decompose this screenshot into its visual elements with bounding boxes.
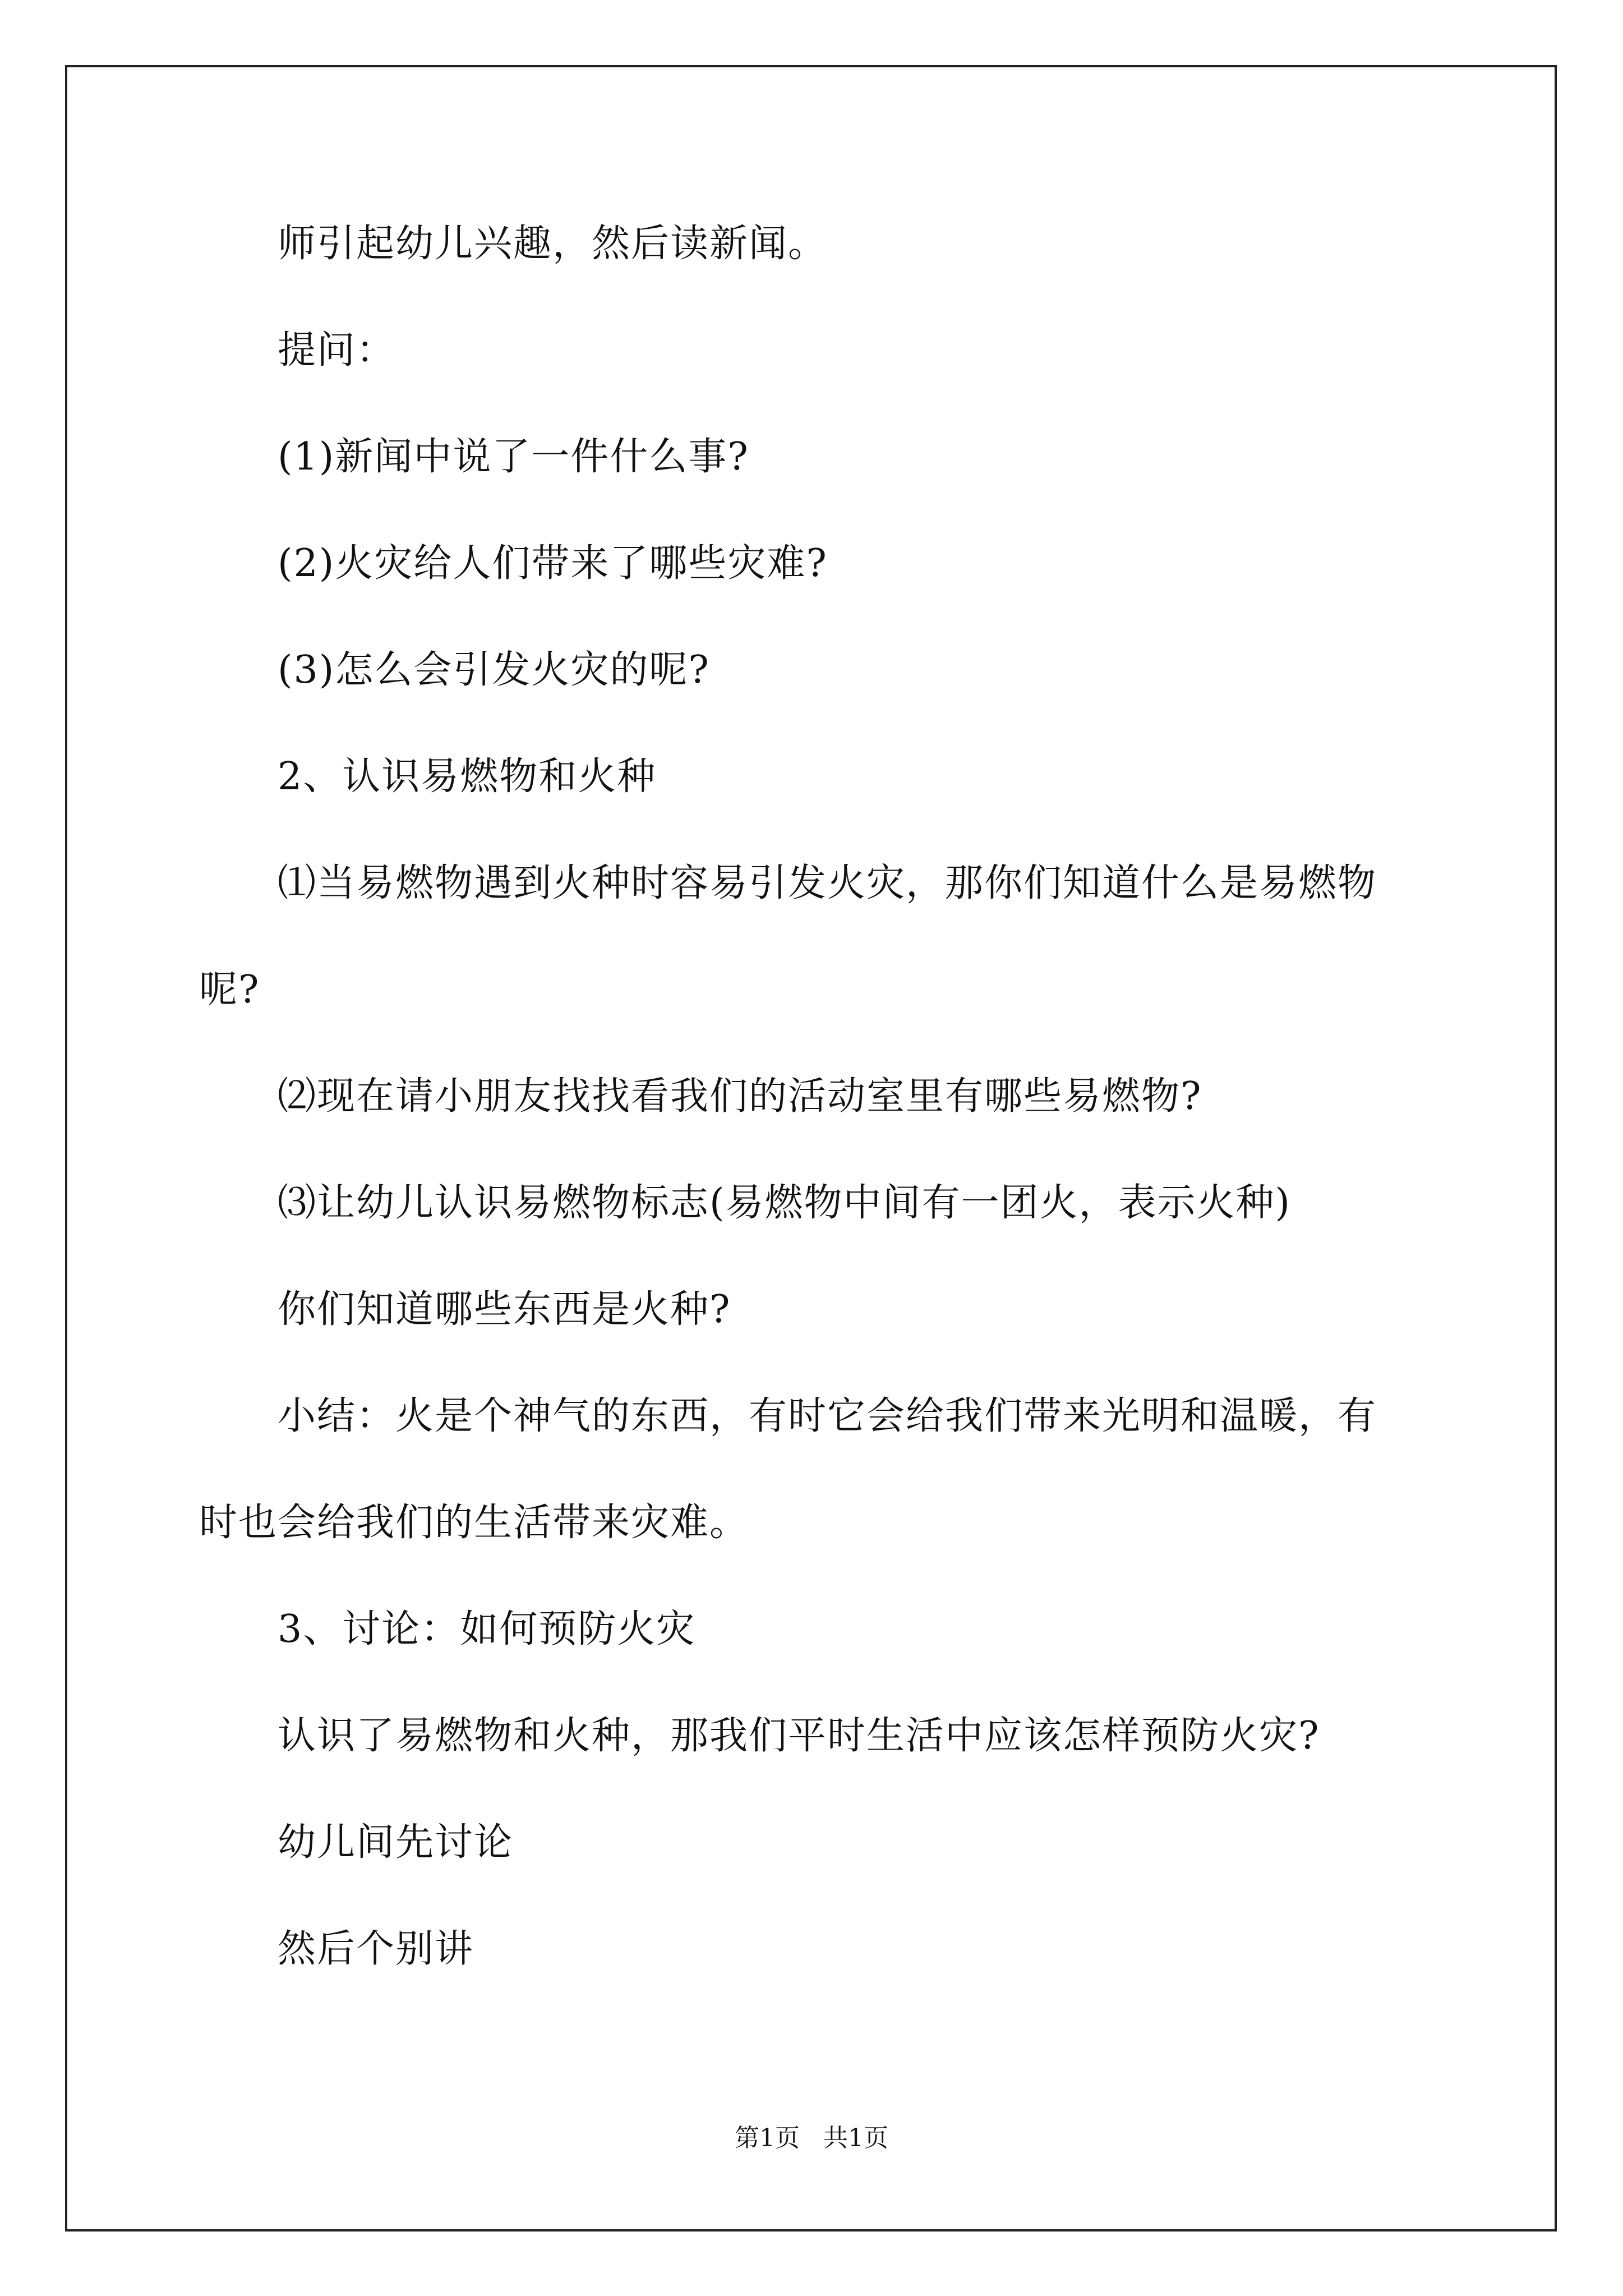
- paragraph-line: 师引起幼儿兴趣，然后读新闻。: [278, 222, 828, 266]
- section-heading: 3、讨论：如何预防火灾: [278, 1607, 696, 1651]
- paragraph-line: 呢?: [199, 968, 260, 1012]
- page-border: [65, 65, 1557, 2231]
- paragraph-line: 幼儿间先讨论: [278, 1820, 514, 1865]
- paragraph-line: 时也会给我们的生活带来灾难。: [199, 1501, 749, 1545]
- paragraph-line: 提问：: [278, 328, 396, 372]
- paragraph-line: ⑶让幼儿认识易燃物标志(易燃物中间有一团火，表示火种): [278, 1181, 1292, 1225]
- page-footer: 第1页 共1页: [735, 2124, 888, 2152]
- paragraph-line: 你们知道哪些东西是火种?: [278, 1287, 731, 1332]
- paragraph-line: 小结：火是个神气的东西，有时它会给我们带来光明和温暖，有: [278, 1394, 1377, 1438]
- paragraph-line: (2)火灾给人们带来了哪些灾难?: [278, 541, 828, 586]
- section-heading: 2、认识易燃物和火种: [278, 754, 657, 799]
- paragraph-line: ⑴当易燃物遇到火种时容易引发火灾，那你们知道什么是易燃物: [278, 861, 1377, 905]
- paragraph-line: (1)新闻中说了一件什么事?: [278, 435, 749, 479]
- paragraph-line: 认识了易燃物和火种，那我们平时生活中应该怎样预防火灾?: [278, 1714, 1320, 1758]
- paragraph-line: 然后个别讲: [278, 1927, 474, 1971]
- paragraph-line: (3)怎么会引发火灾的呢?: [278, 648, 710, 692]
- paragraph-line: ⑵现在请小朋友找找看我们的活动室里有哪些易燃物?: [278, 1074, 1202, 1119]
